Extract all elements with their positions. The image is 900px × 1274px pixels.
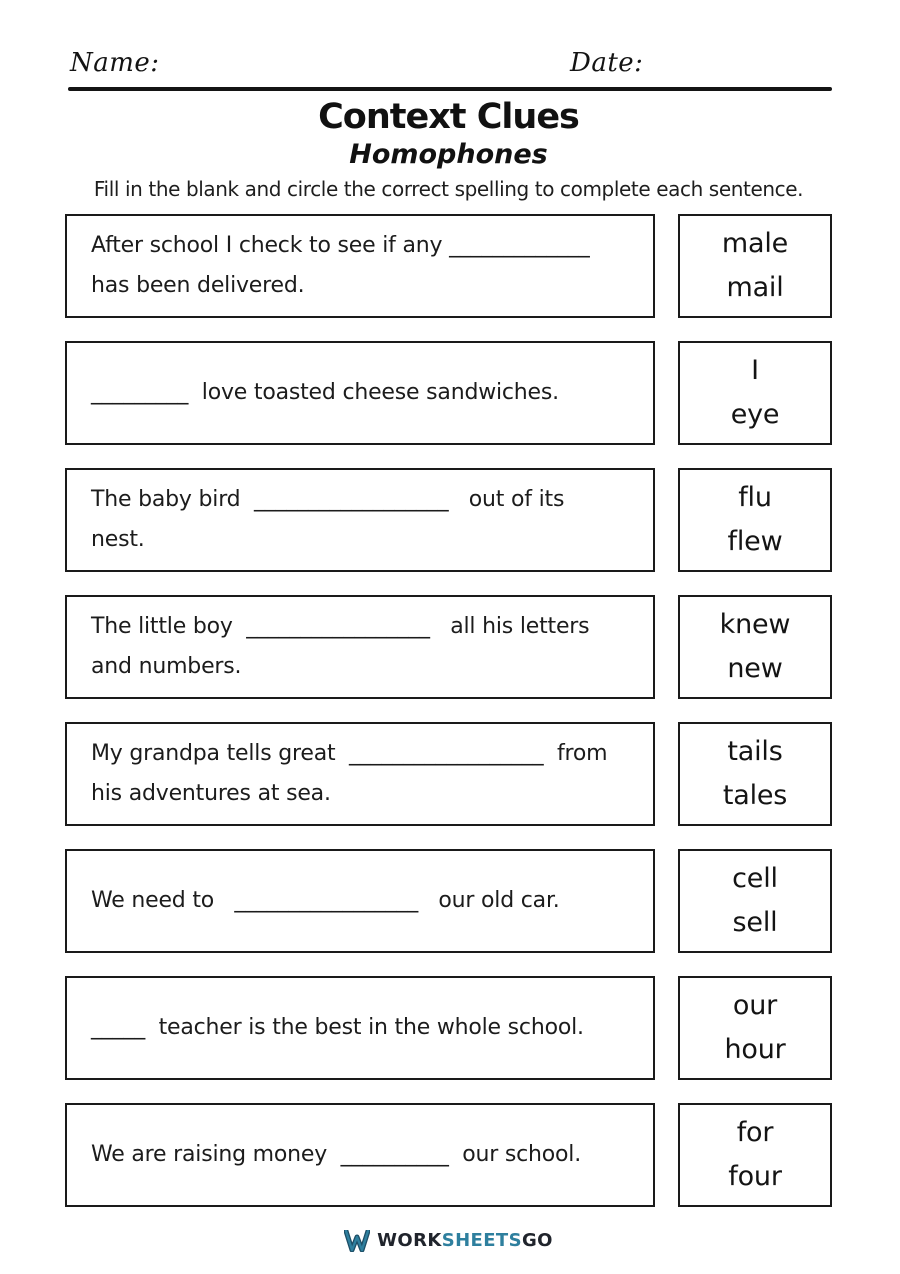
- question-row-2: [65, 341, 832, 445]
- choice-word: hour: [724, 1033, 786, 1065]
- brand-part-work: WORK: [377, 1229, 442, 1251]
- header-divider: [68, 87, 832, 91]
- choice-word: I: [751, 354, 759, 386]
- footer-brand: [65, 1230, 832, 1252]
- question-row-7: [65, 976, 832, 1080]
- sentence-line: his adventures at sea.: [91, 780, 331, 806]
- choice-word: mail: [726, 271, 784, 303]
- sentence-line: has been delivered.: [91, 272, 305, 298]
- brand-part-go: GO: [521, 1229, 553, 1251]
- question-row-5: [65, 722, 832, 826]
- worksheet-content: [65, 96, 832, 1252]
- sentence-line: The baby bird __________________ out of its: [91, 486, 565, 512]
- sentence-box-5: [65, 722, 655, 826]
- choice-word: tales: [722, 779, 788, 811]
- choices-box-8: [678, 1103, 832, 1207]
- sentence-box-6: [65, 849, 655, 953]
- sentence-line: and numbers.: [91, 653, 242, 679]
- choices-box-1: [678, 214, 832, 318]
- sentence-line: nest.: [91, 526, 145, 552]
- worksheetsgo-logo-icon: [344, 1230, 370, 1252]
- choice-word: sell: [732, 906, 778, 938]
- choices-box-6: [678, 849, 832, 953]
- choice-word: new: [727, 652, 783, 684]
- question-row-4: [65, 595, 832, 699]
- date-label: Date:: [570, 48, 644, 78]
- choices-box-7: [678, 976, 832, 1080]
- instruction-text: Fill in the blank and circle the correct spelling to complete each sentence.: [93, 176, 804, 201]
- sentence-line: My grandpa tells great __________________ from: [91, 740, 608, 766]
- brand-part-sheets: SHEETS: [441, 1229, 522, 1251]
- choice-word: knew: [719, 608, 791, 640]
- choice-word: male: [721, 227, 789, 259]
- question-row-3: [65, 468, 832, 572]
- choice-word: for: [736, 1116, 774, 1148]
- sentence-box-3: [65, 468, 655, 572]
- choice-word: eye: [730, 398, 780, 430]
- sentence-box-4: [65, 595, 655, 699]
- page-subtitle: Homophones: [349, 139, 548, 170]
- choice-word: tails: [727, 735, 783, 767]
- brand-wordmark: [377, 1229, 553, 1251]
- choices-box-3: [678, 468, 832, 572]
- sentence-line: We are raising money __________ our school.: [91, 1141, 582, 1167]
- choices-box-2: [678, 341, 832, 445]
- sentence-box-7: [65, 976, 655, 1080]
- choice-word: our: [732, 989, 778, 1021]
- choices-box-5: [678, 722, 832, 826]
- sentence-line: We need to _________________ our old car.: [91, 887, 560, 913]
- sentence-line: _________ love toasted cheese sandwiches.: [91, 379, 559, 405]
- name-label: Name:: [70, 48, 160, 78]
- sentence-line: _____ teacher is the best in the whole school.: [91, 1014, 584, 1040]
- choice-word: four: [728, 1160, 782, 1192]
- sentence-box-8: [65, 1103, 655, 1207]
- page-title: Context Clues: [318, 97, 579, 137]
- question-row-6: [65, 849, 832, 953]
- sentence-line: After school I check to see if any _____________: [91, 232, 590, 258]
- sentence-box-2: [65, 341, 655, 445]
- choice-word: flew: [727, 525, 783, 557]
- choices-box-4: [678, 595, 832, 699]
- choice-word: cell: [732, 862, 778, 894]
- question-row-8: [65, 1103, 832, 1207]
- sentence-box-1: [65, 214, 655, 318]
- choice-word: flu: [738, 481, 772, 513]
- sentence-line: The little boy _________________ all his letters: [91, 613, 590, 639]
- question-row-1: [65, 214, 832, 318]
